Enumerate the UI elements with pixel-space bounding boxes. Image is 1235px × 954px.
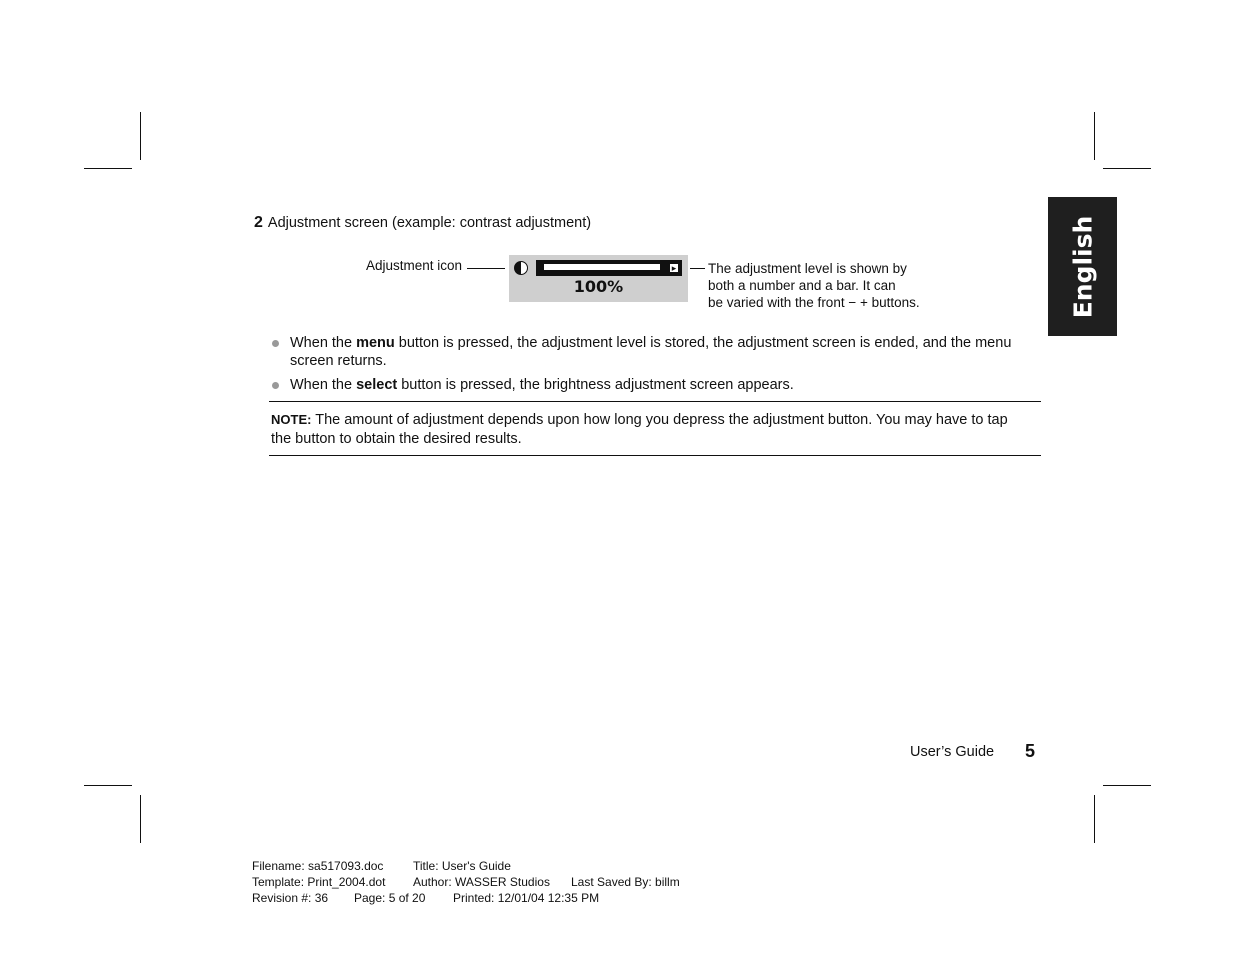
metadata-author: Author: WASSER Studios [413, 875, 550, 889]
note-text: The amount of adjustment depends upon how long you depress the adjustment button. You may have to tap the button to obtain the desired results. [271, 412, 1008, 447]
bullet-button-name: select [356, 377, 398, 393]
crop-mark [140, 112, 141, 160]
step-heading [254, 214, 591, 232]
page-number: 5 [1025, 741, 1036, 761]
adjustment-level-track [543, 263, 661, 271]
note-top-rule [269, 401, 1041, 402]
metadata-revision: Revision #: 36 [252, 891, 329, 905]
note-box [271, 410, 1031, 449]
metadata-template: Template: Print_2004.dot [252, 875, 386, 889]
language-tab-label: English [1068, 215, 1097, 318]
note-bottom-rule [269, 455, 1041, 456]
crop-mark [1103, 785, 1151, 786]
adjustment-level-value: 100% [573, 277, 624, 296]
crop-mark [1103, 168, 1151, 169]
metadata-page: Page: 5 of 20 [354, 891, 426, 905]
metadata-printed: Printed: 12/01/04 12:35 PM [453, 891, 600, 905]
metadata-row [252, 858, 680, 874]
bullet-text: When the [290, 335, 357, 351]
bullet-text: button is pressed, the brightness adjustment screen appears. [397, 377, 794, 393]
contrast-icon [514, 261, 528, 275]
adjustment-level-callout [708, 260, 920, 311]
bullet-text: button is pressed, the adjustment level is stored, the adjustment screen is ended, and the menu screen returns. [290, 335, 1012, 369]
crop-mark [1094, 795, 1095, 843]
footer-guide-label: User’s Guide [910, 744, 995, 760]
bullet-list [270, 334, 1030, 400]
step-number: 2 [254, 214, 263, 231]
adjustment-level-fill [544, 264, 660, 270]
metadata-filename: Filename: sa517093.doc [252, 859, 384, 873]
callout-line: be varied with the front − + buttons. [708, 295, 920, 310]
crop-mark [140, 795, 141, 843]
crop-mark [84, 168, 132, 169]
leader-line-right [690, 268, 705, 269]
bullet-icon [272, 382, 279, 389]
language-tab [1048, 197, 1117, 336]
bullet-icon [272, 340, 279, 347]
print-metadata [252, 858, 680, 906]
osd-adjustment-screen [509, 255, 688, 302]
bar-end-marker-icon: ▸ [669, 263, 679, 273]
callout-line: The adjustment level is shown by [708, 261, 907, 276]
metadata-last-saved: Last Saved By: billm [571, 875, 680, 889]
adjustment-icon-callout: Adjustment icon [366, 258, 463, 273]
bullet-button-name: menu [356, 335, 395, 351]
metadata-row [252, 874, 680, 890]
note-label: NOTE: [271, 412, 312, 427]
bullet-text: When the [290, 377, 357, 393]
callout-line: both a number and a bar. It can [708, 278, 896, 293]
crop-mark [84, 785, 132, 786]
leader-line-left [467, 268, 505, 269]
list-item [270, 376, 1030, 394]
step-title: Adjustment screen (example: contrast adjustment) [267, 215, 592, 231]
metadata-row [252, 890, 680, 906]
metadata-title: Title: User's Guide [413, 859, 511, 873]
crop-mark [1094, 112, 1095, 160]
adjustment-level-bar [536, 260, 682, 276]
list-item [270, 334, 1030, 370]
